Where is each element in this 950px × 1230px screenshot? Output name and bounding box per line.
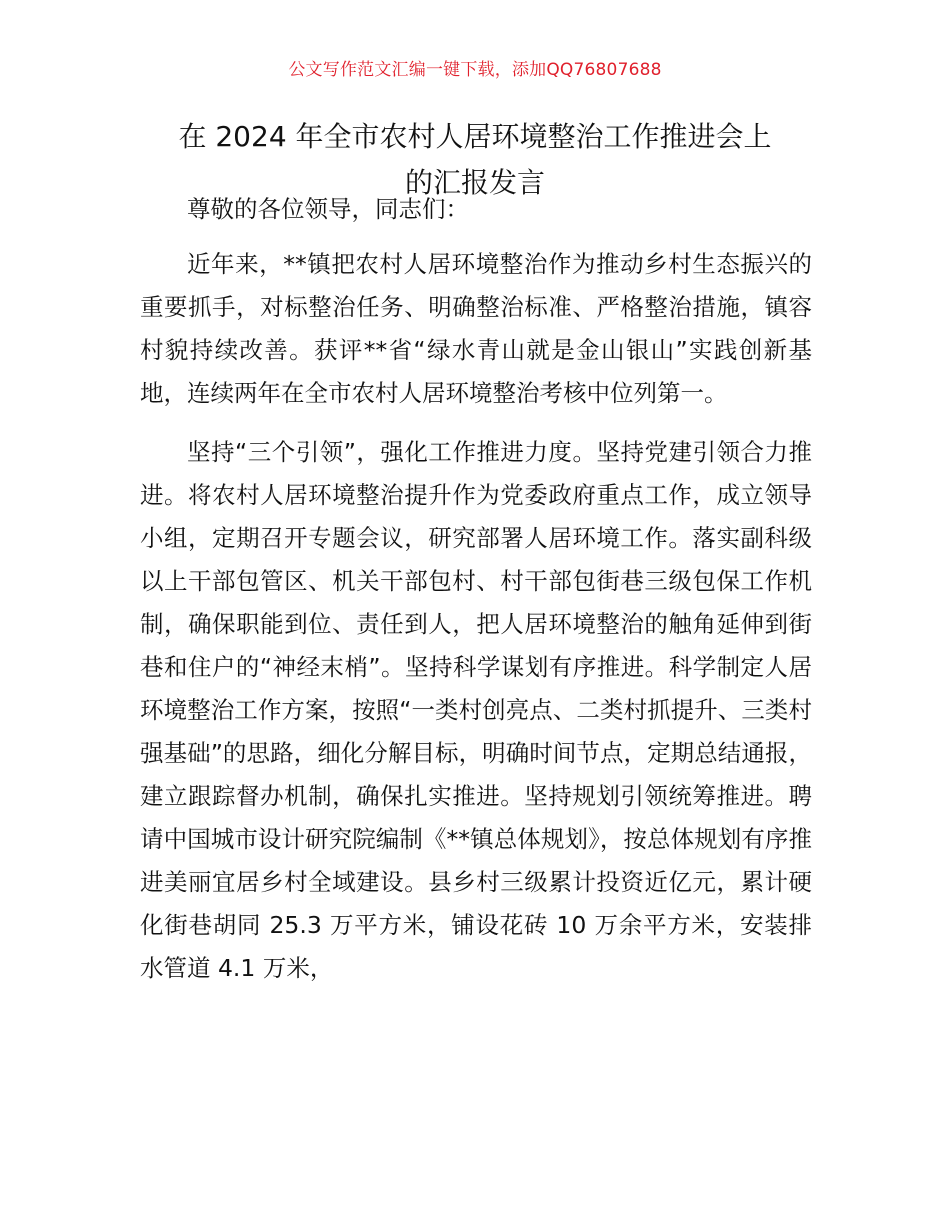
paragraph-intro: 近年来，**镇把农村人居环境整治作为推动乡村生态振兴的重要抓手，对标整治任务、明确整治标准、严格整治措施，镇容村貌持续改善。获评**省“绿水青山就是金山银山”实践创新基地，连续两年在全市农村人居环境整治考核中位列第一。 [140, 250, 812, 407]
title-line-1: 在 2024 年全市农村人居环境整治工作推进会上 [178, 120, 772, 153]
watermark-banner: 公文写作范文汇编一键下载，添加QQ76807688 [288, 60, 662, 80]
document-body [140, 188, 812, 990]
paragraph-three-leads: 坚持“三个引领”，强化工作推进力度。坚持党建引领合力推进。将农村人居环境整治提升作为党委政府重点工作，成立领导小组，定期召开专题会议，研究部署人居环境工作。落实副科级以上干部包管区、机关干部包村、村干部包街巷三级包保工作机制，确保职能到位、责任到人，把人居环境整治的触角延伸到街巷和住户的“神经末梢”。坚持科学谋划有序推进。科学制定人居环境整治工作方案，按照“一类村创亮点、二类村抓提升、三类村强基础”的思路，细化分解目标，明确时间节点，定期总结通报，建立跟踪督办机制，确保扎实推进。坚持规划引领统筹推进。聘请中国城市设计研究院编制《**镇总体规划》，按总体规划有序推进美丽宜居乡村全域建设。县乡村三级累计投资近亿元，累计硬化街巷胡同 25.3 万平方米，铺设花砖 10 万余平方米，安装排水管道 4.1 万米， [140, 438, 812, 982]
greeting-line: 尊敬的各位领导，同志们： [187, 195, 469, 223]
title-line-2: 的汇报发言 [404, 166, 545, 199]
